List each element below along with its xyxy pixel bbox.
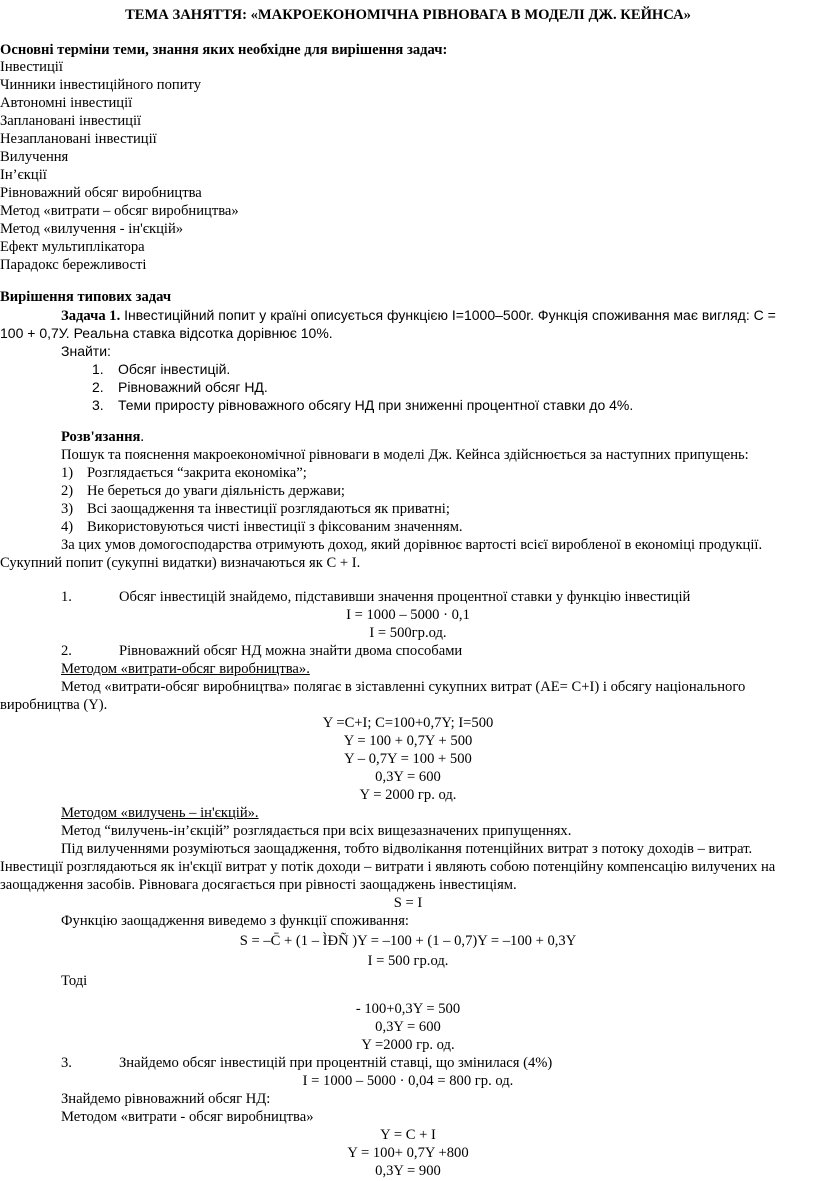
equation: Y =C+I; C=100+0,7Y; I=500 <box>322 715 494 731</box>
paragraph-line: виробництва (Y). <box>0 697 108 713</box>
paragraph-line: Метод “вилучень-ін’єкцій” розглядається при всіх вищезазначених припущеннях. <box>61 823 572 839</box>
term-item: Рівноважний обсяг виробництва <box>0 185 202 201</box>
page-title: ТЕМА ЗАНЯТТЯ: «МАКРОЕКОНОМІЧНА РІВНОВАГА В МОДЕЛІ ДЖ. КЕЙНСА» <box>125 7 691 23</box>
task-text: Інвестиційний попит у країні описується функцією I=1000–500r. Функція споживання має вигляд: С = <box>120 307 776 323</box>
equation: Y – 0,7Y = 100 + 500 <box>344 751 472 767</box>
equation: S = –C̄ + (1 – ÌÐÑ )Y = –100 + (1 – 0,7)Y = –100 + 0,3Y <box>239 933 577 949</box>
equation: I = 1000 – 5000 · 0,04 = 800 гр. од. <box>302 1073 514 1089</box>
assumption-item: 2) Не береться до уваги діяльність держави; <box>61 483 345 499</box>
term-item: Метод «вилучення - ін'єкцій» <box>0 221 184 237</box>
assumption-item: 4) Використовуються чисті інвестиції з фіксованим значенням. <box>61 519 463 535</box>
equation: I = 500гр.од. <box>369 625 447 641</box>
equation: Y =2000 гр. од. <box>361 1037 455 1053</box>
paragraph-line: Методом «витрати - обсяг виробництва» <box>61 1109 314 1125</box>
solution-heading: Розв'язання. <box>61 429 145 445</box>
paragraph-line: Тоді <box>61 973 88 989</box>
equation: S = I <box>393 895 423 911</box>
equation: 0,3Y = 900 <box>375 1163 441 1179</box>
task-question: 1. Обсяг інвестицій. <box>92 361 231 377</box>
method-title: Методом «витрати-обсяг виробництва». <box>61 661 310 677</box>
paragraph-line: Функцію заощадження виведемо з функції споживання: <box>61 913 409 929</box>
task-line-2: 100 + 0,7У. Реальна ставка відсотка дорівнює 10%. <box>0 325 333 341</box>
task-label: Задача 1. <box>61 308 121 324</box>
equation: 0,3Y = 600 <box>375 769 441 785</box>
paragraph-line: За цих умов домогосподарства отримують доход, який дорівнює вартості всієї виробленої в економіці продукції. <box>61 537 763 553</box>
solving-heading: Вирішення типових задач <box>0 289 172 305</box>
assumption-item: 1) Розглядається “закрита економіка”; <box>61 465 307 481</box>
method-title: Методом «вилучень – ін'єкцій». <box>61 805 259 821</box>
term-item: Автономні інвестиції <box>0 95 133 111</box>
task-line-1 <box>61 306 816 325</box>
term-item: Інвестиції <box>0 59 63 75</box>
equation: I = 1000 – 5000 · 0,1 <box>346 607 470 623</box>
paragraph-line: Знайдемо рівноважний обсяг НД: <box>61 1091 271 1107</box>
task-find: Знайти: <box>61 343 111 359</box>
term-item: Ін’єкції <box>0 167 47 183</box>
term-item: Заплановані інвестиції <box>0 113 142 129</box>
task-question: 2. Рівноважний обсяг НД. <box>92 379 268 395</box>
equation: - 100+0,3Y = 500 <box>355 1001 461 1017</box>
equation: 0,3Y = 600 <box>375 1019 441 1035</box>
paragraph-line: Метод «витрати-обсяг виробництва» полягає в зіставленні сукупних витрат (АЕ= С+І) і обсягу національного <box>61 679 746 695</box>
term-item: Парадокс бережливості <box>0 257 147 273</box>
paragraph-line: Сукупний попит (сукупні видатки) визначаються як С + І. <box>0 555 361 571</box>
term-item: Чинники інвестиційного попиту <box>0 77 202 93</box>
term-item: Метод «витрати – обсяг виробництва» <box>0 203 239 219</box>
step-2: 2. Рівноважний обсяг НД можна знайти двома способами <box>61 643 463 659</box>
equation: Y = 100+ 0,7Y +800 <box>347 1145 469 1161</box>
equation: I = 500 гр.од. <box>367 953 449 969</box>
solution-intro: Пошук та пояснення макроекономічної рівноваги в моделі Дж. Кейнса здійснюється за наступних припущень: <box>61 447 749 463</box>
terms-heading: Основні терміни теми, знання яких необхідне для вирішення задач: <box>0 42 448 58</box>
equation: Y = 2000 гр. од. <box>359 787 457 803</box>
step-3: 3. Знайдемо обсяг інвестицій при процентній ставці, що змінилася (4%) <box>61 1055 553 1071</box>
paragraph-line: Під вилученнями розуміються заощадження, тобто відволікання потенційних витрат з потоку доходів – витрат. <box>61 841 753 857</box>
term-item: Незаплановані інвестиції <box>0 131 157 147</box>
step-1: 1. Обсяг інвестицій знайдемо, підставивши значення процентної ставки у функцію інвестицій <box>61 589 691 605</box>
term-item: Вилучення <box>0 149 69 165</box>
equation: Y = 100 + 0,7Y + 500 <box>343 733 473 749</box>
task-question: 3. Теми приросту рівноважного обсягу НД при зниженні процентної ставки до 4%. <box>92 397 634 413</box>
equation: Y = C + I <box>380 1127 436 1143</box>
paragraph-line: заощадження засобів. Рівновага досягається при рівності заощаджень інвестиціям. <box>0 877 517 893</box>
paragraph-line: Інвестиції розглядаються як ін'єкції витрат у потік доходи – витрати і являють собою потенційну компенсацію вилучених на <box>0 859 776 875</box>
assumption-item: 3) Всі заощадження та інвестиції розглядаються як приватні; <box>61 501 450 517</box>
term-item: Ефект мультиплікатора <box>0 239 145 255</box>
